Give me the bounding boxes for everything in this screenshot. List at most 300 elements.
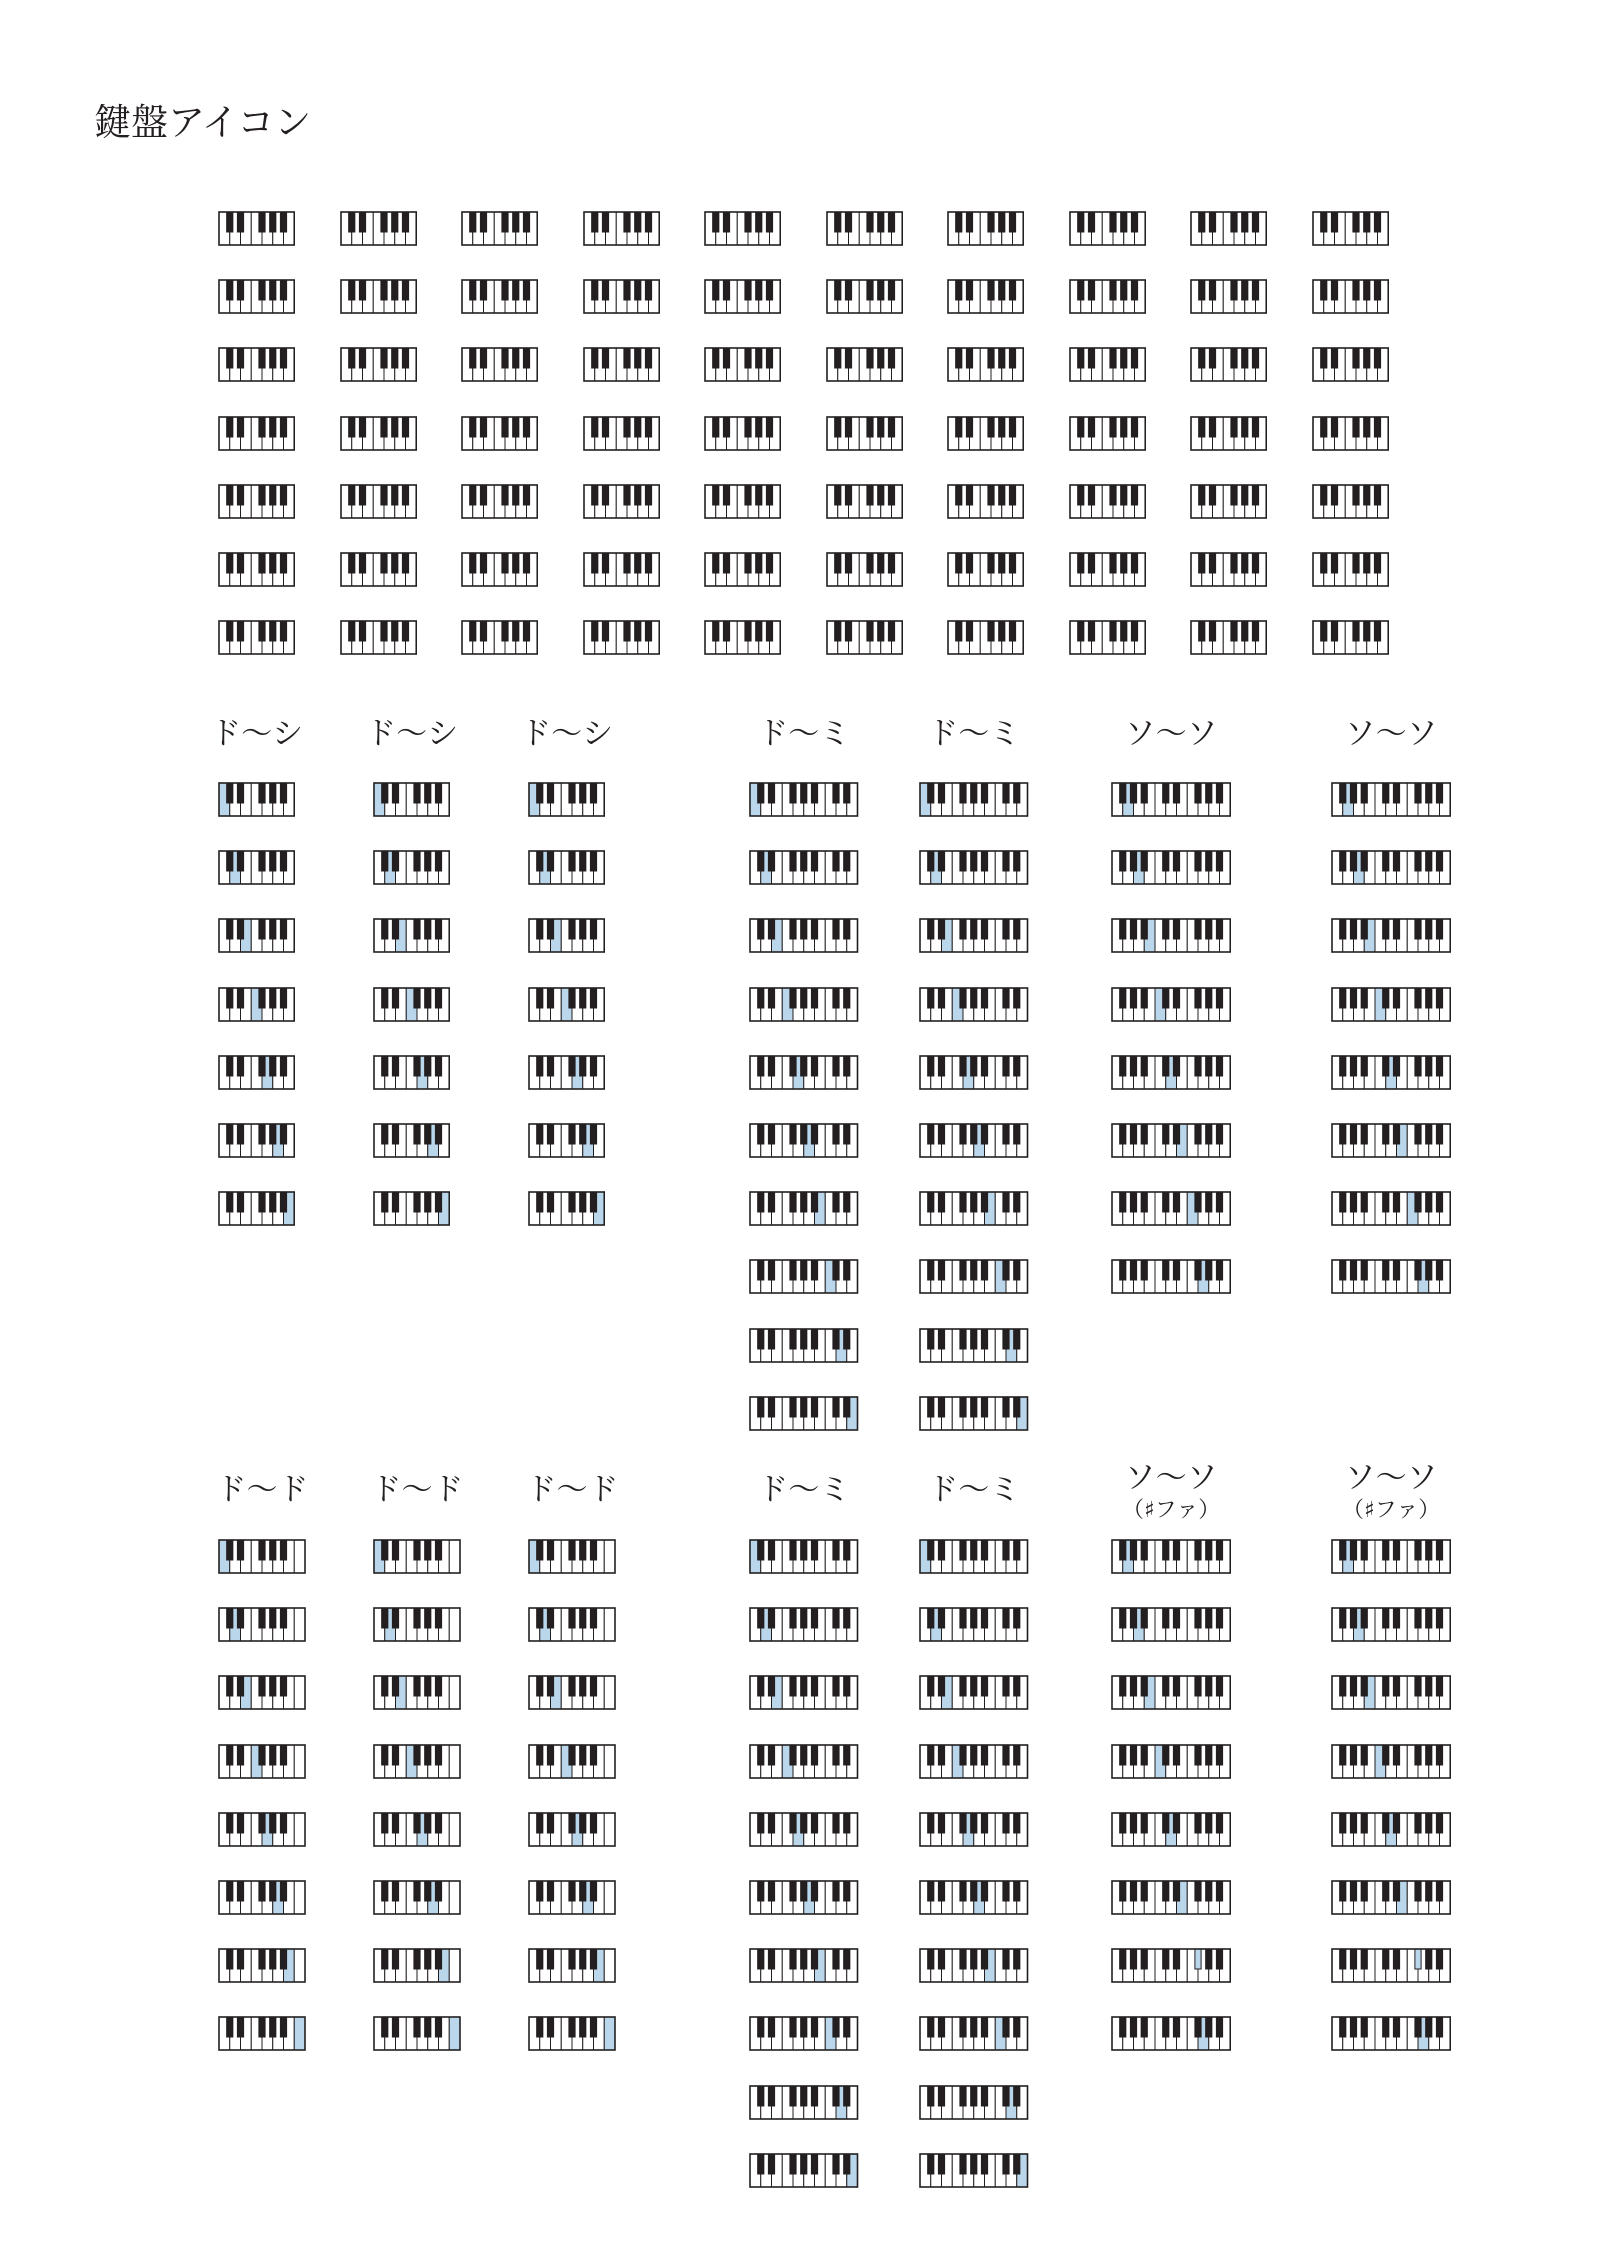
black-key — [888, 348, 894, 368]
black-key — [237, 1881, 243, 1901]
black-key — [547, 1881, 553, 1901]
black-key — [1361, 1949, 1367, 1969]
black-key — [790, 1608, 796, 1628]
black-key — [414, 1124, 420, 1144]
black-key — [1393, 1056, 1399, 1076]
keyboard-icon — [1111, 1123, 1231, 1158]
black-key — [1252, 280, 1258, 300]
black-key — [833, 1813, 839, 1833]
black-key — [580, 1540, 586, 1560]
black-key — [480, 621, 486, 641]
keyboard-icon — [1069, 620, 1146, 655]
black-key — [981, 2154, 987, 2174]
black-key — [1077, 553, 1083, 573]
black-key — [960, 1813, 966, 1833]
black-key — [1014, 988, 1020, 1008]
black-key — [1131, 553, 1137, 573]
black-key — [1009, 553, 1015, 573]
black-key — [569, 1540, 575, 1560]
black-key — [833, 2017, 839, 2037]
black-key — [1163, 988, 1169, 1008]
black-key — [391, 553, 397, 573]
black-key — [1415, 1813, 1421, 1833]
black-key — [1130, 1949, 1136, 1969]
column-label — [1342, 1461, 1440, 1526]
black-key — [928, 2017, 934, 2037]
black-key — [414, 1949, 420, 1969]
black-key — [768, 2154, 774, 2174]
black-key — [811, 2017, 817, 2037]
black-key — [547, 1676, 553, 1696]
keyboard-icon — [919, 987, 1029, 1022]
keyboard-stack — [373, 1539, 461, 2051]
keyboard-icon — [528, 850, 605, 885]
black-key — [1383, 2017, 1389, 2037]
keyboard-icon — [749, 782, 859, 817]
black-key — [1173, 988, 1179, 1008]
black-key — [348, 485, 354, 505]
black-key — [1216, 1676, 1222, 1696]
black-key — [547, 1949, 553, 1969]
black-key — [1131, 417, 1137, 437]
black-key — [811, 1192, 817, 1212]
black-key — [1009, 485, 1015, 505]
black-key — [790, 1540, 796, 1560]
black-key — [348, 280, 354, 300]
black-key — [966, 212, 972, 232]
black-key — [237, 1124, 243, 1144]
black-key — [1088, 348, 1094, 368]
black-key — [1436, 988, 1442, 1008]
black-key — [1173, 1881, 1179, 1901]
black-key — [590, 1813, 596, 1833]
black-key — [1206, 1540, 1212, 1560]
keyboard-icon — [1111, 1880, 1231, 1915]
black-key — [1436, 1745, 1442, 1765]
black-key — [833, 1397, 839, 1417]
black-key — [270, 2017, 276, 2037]
black-key — [237, 621, 243, 641]
black-key — [1393, 1745, 1399, 1765]
black-key — [1206, 919, 1212, 939]
keyboard-icon — [1190, 552, 1267, 587]
black-key — [425, 1949, 431, 1969]
black-key — [1130, 1813, 1136, 1833]
black-key — [1340, 2017, 1346, 2037]
black-key — [382, 783, 388, 803]
black-key — [1383, 988, 1389, 1008]
black-key — [999, 553, 1005, 573]
black-key — [1003, 1397, 1009, 1417]
black-key — [435, 1949, 441, 1969]
black-key — [1320, 621, 1326, 641]
black-key — [259, 621, 265, 641]
black-key — [547, 1745, 553, 1765]
black-key — [227, 1608, 233, 1628]
column-label — [526, 1473, 619, 1508]
black-key — [768, 1608, 774, 1628]
black-key — [1393, 783, 1399, 803]
keyboard-icon — [218, 782, 295, 817]
white-key — [604, 1745, 615, 1778]
black-key — [280, 1745, 286, 1765]
black-key — [1131, 621, 1137, 641]
black-key — [1350, 1124, 1356, 1144]
black-key — [1195, 1676, 1201, 1696]
black-key — [756, 212, 762, 232]
keyboard-icon — [1331, 1812, 1451, 1847]
black-key — [1195, 1056, 1201, 1076]
black-key — [1383, 1881, 1389, 1901]
black-key — [938, 783, 944, 803]
black-key — [960, 1056, 966, 1076]
column-label-text: ド〜ド — [370, 1472, 464, 1508]
black-key — [833, 1260, 839, 1280]
black-key — [1077, 280, 1083, 300]
black-key — [280, 2017, 286, 2037]
black-key — [1374, 621, 1380, 641]
black-key — [470, 212, 476, 232]
black-key — [382, 1056, 388, 1076]
black-key — [833, 1949, 839, 1969]
black-key — [1120, 348, 1126, 368]
black-key — [1393, 1192, 1399, 1212]
black-key — [270, 1608, 276, 1628]
black-key — [1393, 1124, 1399, 1144]
black-key — [227, 1192, 233, 1212]
keyboard-stack — [528, 1539, 616, 2051]
black-key — [1415, 2017, 1421, 2037]
keyboard-icon — [1069, 552, 1146, 587]
black-key — [790, 2154, 796, 2174]
column-label-text: ソ〜ソ — [1344, 1460, 1438, 1496]
black-key — [928, 1124, 934, 1144]
column-do-mi-4 — [919, 1472, 1029, 2188]
black-key — [877, 485, 883, 505]
black-key — [756, 553, 762, 573]
black-key — [1216, 1192, 1222, 1212]
black-key — [758, 1192, 764, 1212]
black-key — [227, 919, 233, 939]
keyboard-icon — [749, 1396, 859, 1431]
black-key — [834, 280, 840, 300]
black-key — [1216, 1881, 1222, 1901]
black-key — [1393, 1676, 1399, 1696]
black-key — [1216, 1540, 1222, 1560]
black-key — [981, 2017, 987, 2037]
black-key — [1331, 621, 1337, 641]
black-key — [1393, 851, 1399, 871]
keyboard-icon — [218, 1880, 306, 1915]
keyboard-icon — [947, 347, 1024, 382]
black-key — [1088, 280, 1094, 300]
black-key — [811, 1745, 817, 1765]
black-key — [811, 1124, 817, 1144]
black-key — [470, 553, 476, 573]
black-key — [580, 919, 586, 939]
black-key — [723, 621, 729, 641]
black-key — [502, 212, 508, 232]
black-key — [1393, 919, 1399, 939]
black-key — [981, 783, 987, 803]
keyboard-icon — [947, 484, 1024, 519]
black-key — [1173, 919, 1179, 939]
black-key — [569, 1676, 575, 1696]
black-key — [1426, 1949, 1432, 1969]
black-key — [1206, 988, 1212, 1008]
black-key — [382, 1813, 388, 1833]
black-key — [1173, 1540, 1179, 1560]
black-key — [956, 280, 962, 300]
black-key — [425, 2017, 431, 2037]
black-key — [280, 1949, 286, 1969]
black-key — [1426, 1124, 1432, 1144]
keyboard-icon — [1111, 918, 1231, 953]
black-key — [988, 485, 994, 505]
black-key — [348, 348, 354, 368]
black-key — [1331, 348, 1337, 368]
black-key — [523, 280, 529, 300]
black-key — [270, 212, 276, 232]
black-key — [790, 1949, 796, 1969]
black-key — [928, 783, 934, 803]
black-key — [237, 1813, 243, 1833]
black-key — [569, 783, 575, 803]
black-key — [1320, 212, 1326, 232]
black-key — [1120, 212, 1126, 232]
black-key — [1206, 1124, 1212, 1144]
black-key — [801, 988, 807, 1008]
column-label-text: ド〜シ — [520, 716, 614, 752]
keyboard-icon — [461, 484, 538, 519]
black-key — [280, 783, 286, 803]
black-key — [547, 1540, 553, 1560]
keyboard-icon — [461, 416, 538, 451]
black-key — [758, 851, 764, 871]
black-key — [1331, 212, 1337, 232]
black-key — [1003, 2086, 1009, 2106]
keyboard-stack — [919, 1539, 1029, 2188]
black-key — [425, 1608, 431, 1628]
black-key — [1120, 1124, 1126, 1144]
black-key — [602, 417, 608, 437]
black-key — [1383, 1192, 1389, 1212]
black-key — [348, 621, 354, 641]
black-key — [569, 1949, 575, 1969]
black-key — [270, 851, 276, 871]
black-key — [645, 621, 651, 641]
black-key — [981, 919, 987, 939]
black-key — [844, 1260, 850, 1280]
black-key — [348, 417, 354, 437]
black-key — [844, 1329, 850, 1349]
black-key — [833, 1676, 839, 1696]
black-key — [1393, 988, 1399, 1008]
black-key — [1195, 919, 1201, 939]
black-key — [1436, 1124, 1442, 1144]
black-key — [1216, 1949, 1222, 1969]
black-key — [591, 621, 597, 641]
black-key — [602, 212, 608, 232]
black-key — [1014, 783, 1020, 803]
black-key — [758, 1056, 764, 1076]
keyboard-icon — [1190, 620, 1267, 655]
black-key — [1436, 2017, 1442, 2037]
black-key — [1361, 1192, 1367, 1212]
black-key — [645, 212, 651, 232]
black-key — [1216, 1124, 1222, 1144]
black-key — [382, 1608, 388, 1628]
black-key — [391, 417, 397, 437]
black-key — [966, 417, 972, 437]
black-key — [259, 1949, 265, 1969]
black-key — [1361, 1608, 1367, 1628]
keyboard-icon — [340, 279, 417, 314]
keyboard-icon — [528, 2016, 616, 2051]
black-key — [888, 485, 894, 505]
black-key — [999, 348, 1005, 368]
black-key — [1350, 988, 1356, 1008]
keyboard-icon — [461, 279, 538, 314]
white-key — [604, 1813, 615, 1846]
keyboard-icon — [528, 1812, 616, 1847]
black-key — [1320, 485, 1326, 505]
black-key — [758, 2086, 764, 2106]
black-key — [811, 919, 817, 939]
black-key — [833, 2086, 839, 2106]
black-key — [1350, 1676, 1356, 1696]
black-key — [580, 1676, 586, 1696]
black-key — [1195, 783, 1201, 803]
black-key — [1393, 1540, 1399, 1560]
black-key — [888, 212, 894, 232]
black-key — [547, 1124, 553, 1144]
black-key — [833, 1881, 839, 1901]
keyboard-icon — [749, 1744, 859, 1779]
black-key — [1331, 280, 1337, 300]
black-key — [938, 988, 944, 1008]
black-key — [414, 1056, 420, 1076]
keyboard-icon — [340, 620, 417, 655]
black-key — [971, 783, 977, 803]
black-key — [988, 621, 994, 641]
keyboard-icon — [704, 211, 781, 246]
black-key — [971, 1397, 977, 1417]
black-key — [623, 621, 629, 641]
keyboard-icon — [218, 1948, 306, 1983]
black-key — [1009, 621, 1015, 641]
black-key — [227, 851, 233, 871]
keyboard-icon — [373, 1744, 461, 1779]
black-key — [1340, 1949, 1346, 1969]
keyboard-icon — [218, 1675, 306, 1710]
black-key — [280, 485, 286, 505]
black-key — [758, 1745, 764, 1765]
black-key — [1195, 2017, 1201, 2037]
black-key — [1426, 1056, 1432, 1076]
black-key — [280, 919, 286, 939]
keyboard-icon — [373, 850, 450, 885]
black-key — [402, 621, 408, 641]
black-key — [790, 919, 796, 939]
black-key — [513, 212, 519, 232]
black-key — [1195, 1124, 1201, 1144]
column-label — [1125, 717, 1218, 752]
black-key — [547, 988, 553, 1008]
black-key — [470, 348, 476, 368]
black-key — [928, 1881, 934, 1901]
black-key — [414, 851, 420, 871]
black-key — [580, 1608, 586, 1628]
black-key — [1361, 1813, 1367, 1833]
black-key — [1130, 1540, 1136, 1560]
black-key — [1003, 1056, 1009, 1076]
black-key — [1340, 1745, 1346, 1765]
keyboard-icon — [919, 1055, 1029, 1090]
black-key — [1231, 417, 1237, 437]
black-key — [801, 1192, 807, 1212]
black-key — [1088, 553, 1094, 573]
black-key — [1130, 988, 1136, 1008]
black-key — [756, 417, 762, 437]
black-key — [623, 485, 629, 505]
black-key — [758, 1676, 764, 1696]
black-key — [1426, 1676, 1432, 1696]
black-key — [956, 553, 962, 573]
black-key — [435, 1056, 441, 1076]
black-key — [971, 2017, 977, 2037]
column-label-text: ド〜ミ — [757, 716, 851, 752]
black-key — [1109, 553, 1115, 573]
black-key — [790, 1813, 796, 1833]
black-key — [877, 280, 883, 300]
black-key — [580, 1192, 586, 1212]
black-key — [758, 1540, 764, 1560]
black-key — [766, 485, 772, 505]
black-key — [833, 1540, 839, 1560]
black-key — [1120, 851, 1126, 871]
black-key — [966, 348, 972, 368]
black-key — [758, 2154, 764, 2174]
keyboard-icon — [340, 552, 417, 587]
black-key — [1173, 2017, 1179, 2037]
black-key — [713, 280, 719, 300]
black-key — [844, 1124, 850, 1144]
black-key — [1130, 2017, 1136, 2037]
black-key — [1340, 1192, 1346, 1212]
keyboard-icon — [373, 1675, 461, 1710]
black-key — [999, 485, 1005, 505]
column-label-text: ソ〜ソ — [1344, 716, 1438, 752]
black-key — [844, 1745, 850, 1765]
black-key — [1195, 1608, 1201, 1628]
black-key — [590, 1745, 596, 1765]
black-key — [956, 485, 962, 505]
highlighted-black-key — [1415, 1949, 1421, 1969]
black-key — [801, 1124, 807, 1144]
black-key — [966, 280, 972, 300]
black-key — [1088, 212, 1094, 232]
black-key — [1003, 988, 1009, 1008]
black-key — [844, 783, 850, 803]
keyboard-icon — [528, 1055, 605, 1090]
keyboard-icon — [704, 416, 781, 451]
black-key — [999, 621, 1005, 641]
black-key — [1141, 851, 1147, 871]
black-key — [988, 280, 994, 300]
black-key — [382, 1881, 388, 1901]
black-key — [1320, 417, 1326, 437]
